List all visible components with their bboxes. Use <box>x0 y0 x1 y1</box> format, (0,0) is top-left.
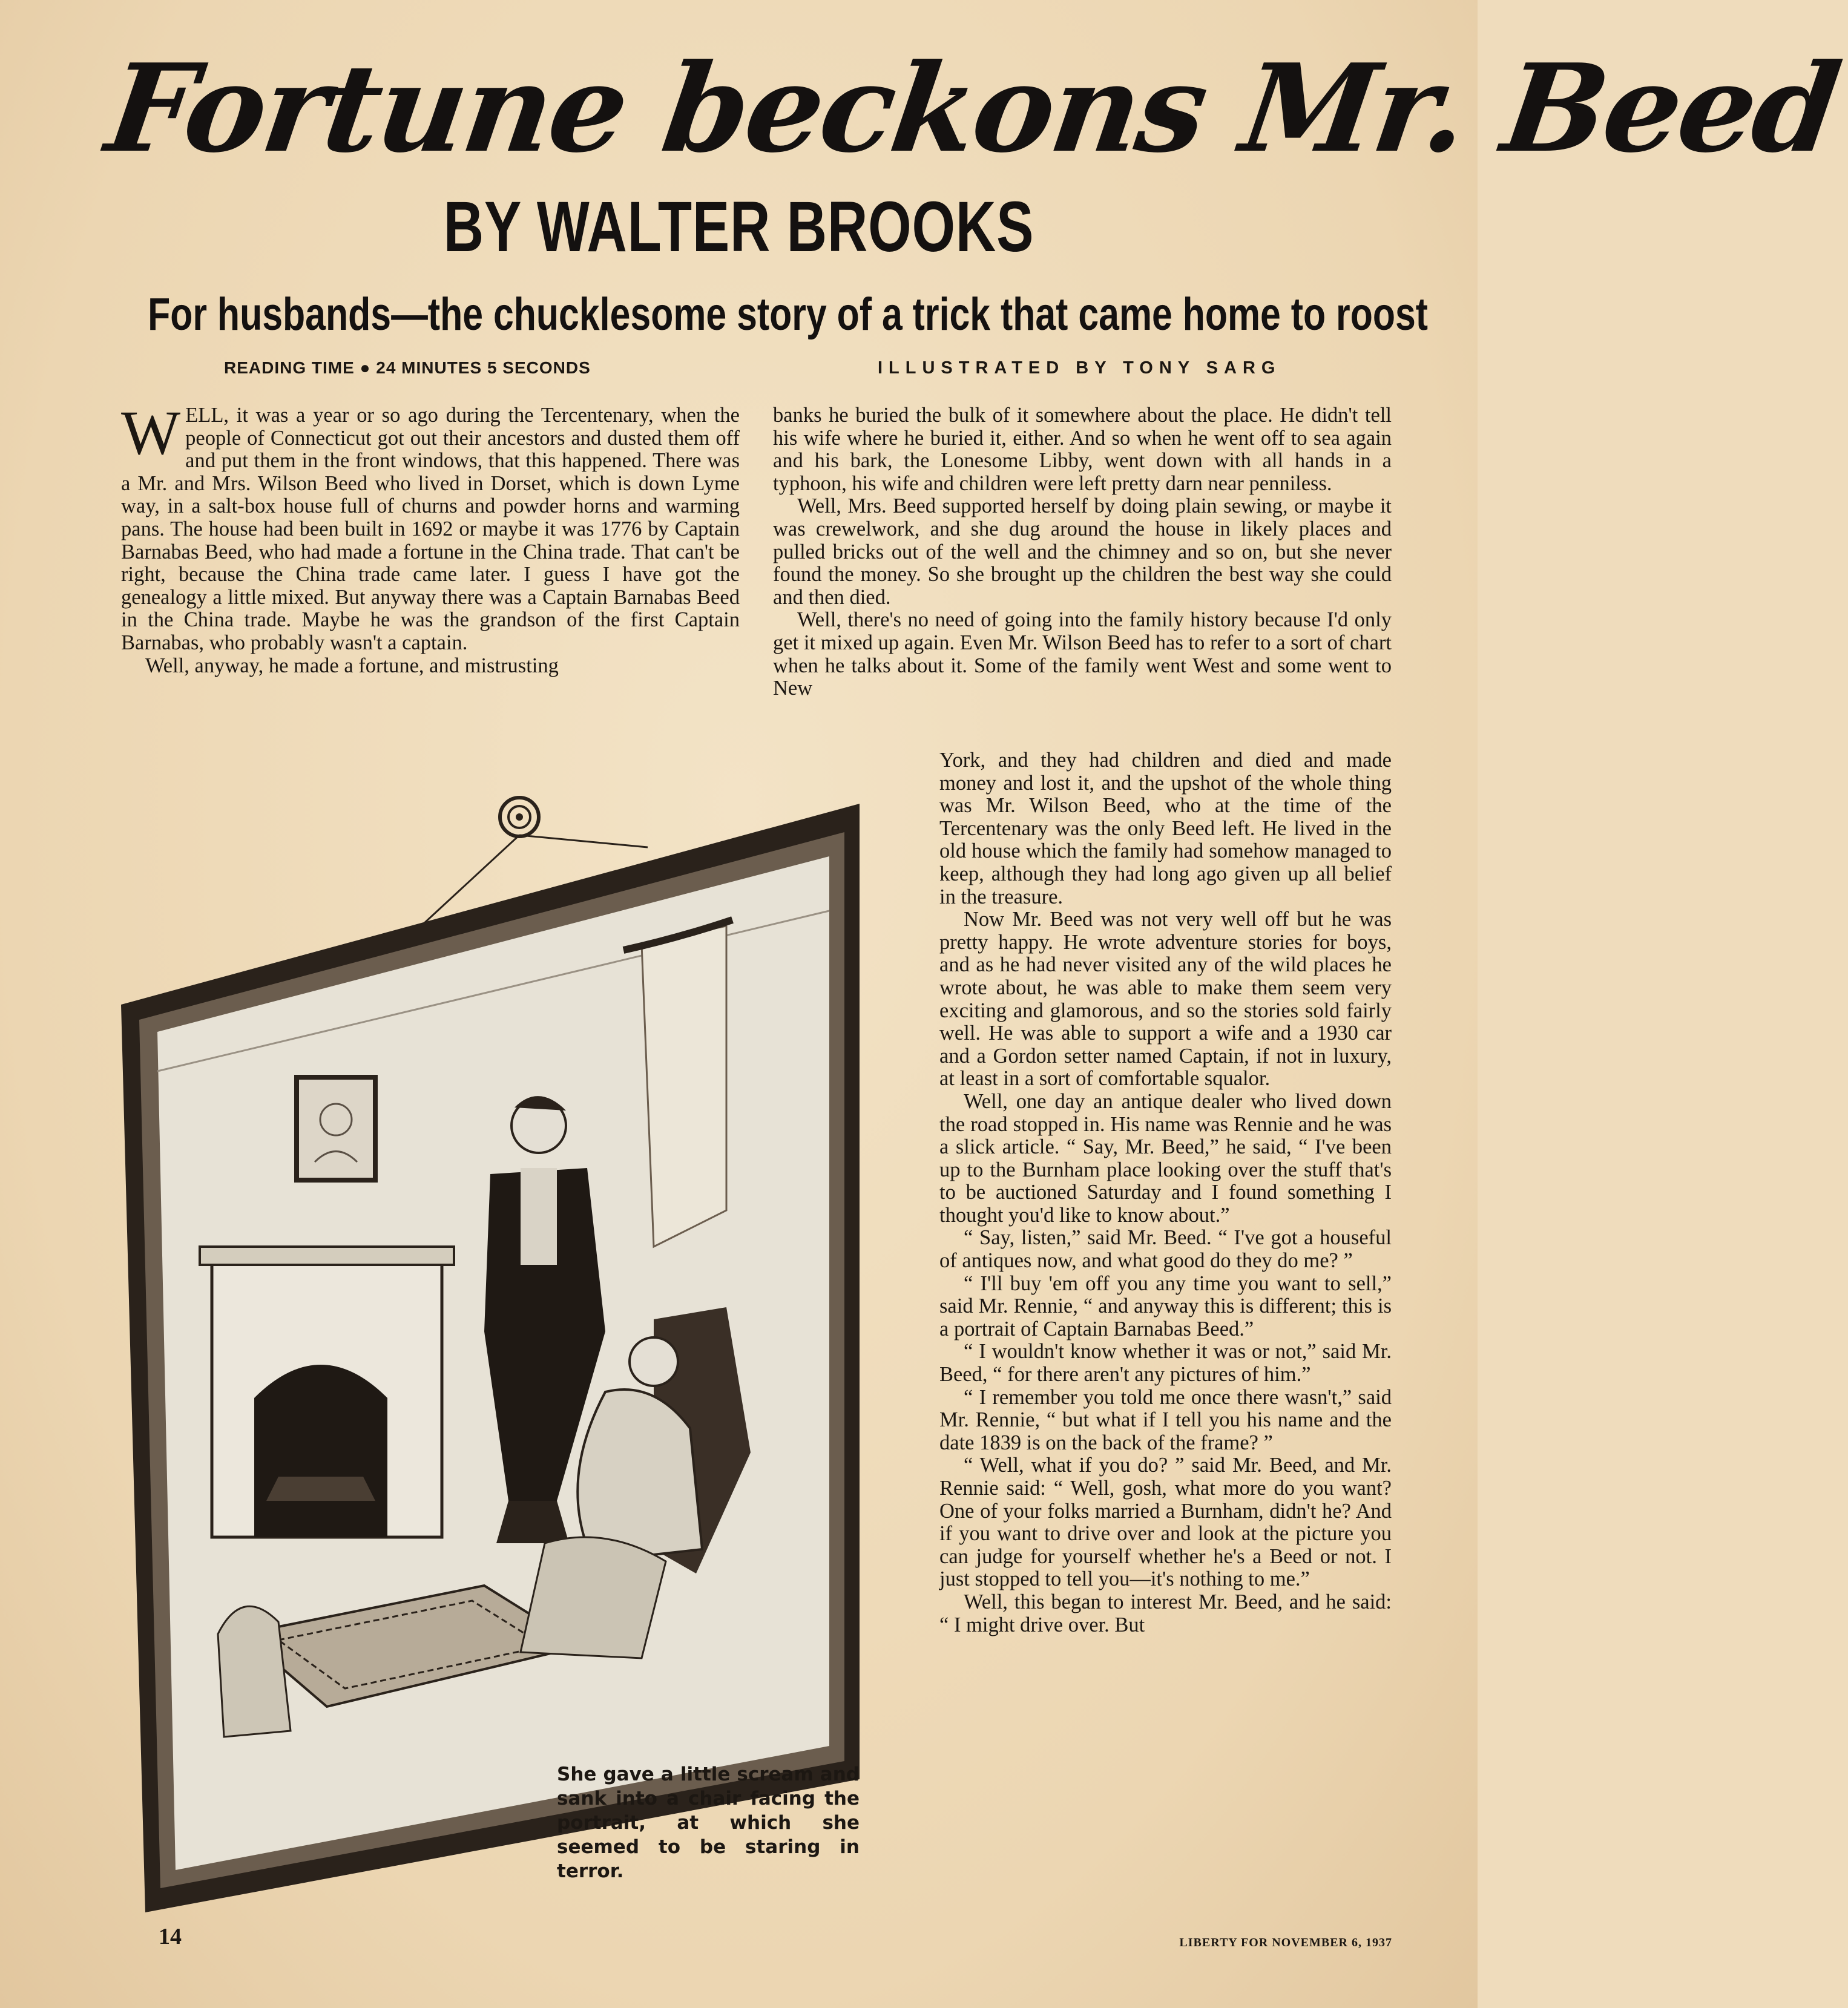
paragraph <box>121 398 740 655</box>
paragraph: “ I wouldn't know whether it was or not,” said Mr. Beed, “ for there aren't any pictures of him.” <box>939 1340 1392 1386</box>
illustrator-credit: ILLUSTRATED BY TONY SARG <box>878 358 1281 378</box>
text-column-middle <box>773 404 1392 749</box>
story-title: Fortune beckons Mr. Beed <box>99 38 1847 180</box>
paragraph: Well, there's no need of going into the family history because I'd only get it mixed up again. Even Mr. Wilson Beed has to refer to a sort of chart when he talks about it. Some of the family went West and some went to New <box>773 608 1392 700</box>
paragraph-text: ELL, it was a year or so ago during the Tercentenary, when the people of Connecticut got out their ancestors and dusted them off and put them in the front windows, that this happened. There was a Mr. and Mrs. Wilson Beed who lived in Dorset, which is down Lyme way, in a salt-box house full of churns and powder horns and warming pans. The house had been built in 1692 or maybe it was 1776 by Captain Barnabas Beed, who had made a fortune in the China trade. That can't be right, because the China trade came later. I guess I have got the genealogy a little mixed. But anyway there was a Captain Barnabas Beed in the China trade. Maybe he was the grandson of the first Captain Barnabas, who probably wasn't a captain. <box>121 404 740 654</box>
paragraph: “ Say, listen,” said Mr. Beed. “ I've got a houseful of antiques now, and what good do they do me? ” <box>939 1226 1392 1273</box>
small-figure <box>218 1606 291 1737</box>
story-subtitle: For husbands—the chucklesome story of a trick that came home to roost <box>148 289 1429 340</box>
paragraph: banks he buried the bulk of it somewhere about the place. He didn't tell his wife where he buried it, either. And so when he went off to sea again and his bark, the Lonesome Libby, went down with all hands in a typhoon, his wife and children were left pretty darn near penniless. <box>773 404 1392 495</box>
paragraph: Well, anyway, he made a fortune, and mistrusting <box>145 654 559 677</box>
window-curtain <box>642 926 726 1247</box>
paragraph: Well, Mrs. Beed supported herself by doing plain sewing, or maybe it was crewelwork, and she dug around the house in likely places and pulled bricks out of the well and the chimney and so on, but she never found the money. So she brought up the children the best way she could and then died. <box>773 494 1392 609</box>
framed-portrait-illustration <box>121 787 908 1912</box>
paragraph: Well, one day an antique dealer who lived down the road stopped in. His name was Rennie and he was a slick article. “ Say, Mr. Beed,” he said, “ I've been up to the Burnham place looking over the stuff that's to be auctioned Saturday and I found something I thought you'd like to know about.” <box>939 1089 1392 1227</box>
paragraph: “ I'll buy 'em off you any time you want to sell,” said Mr. Rennie, “ and anyway this is different; this is a portrait of Captain Barnabas Beed.” <box>939 1271 1392 1340</box>
reading-time: READING TIME ● 24 MINUTES 5 SECONDS <box>224 358 591 377</box>
rosette-icon <box>500 798 539 836</box>
small-wall-portrait <box>297 1077 375 1180</box>
paragraph: Now Mr. Beed was not very well off but he was pretty happy. He wrote adventure stories for boys, and as he had never visited any of the wild places he wrote about, he was able to make them seem very exciting and glamorous, and so the stories sold fairly well. He was able to support a wife and a 1930 car and a Gordon setter named Captain, if not in luxury, at least in a sort of comfortable squalor. <box>939 908 1392 1091</box>
author-byline: BY WALTER BROOKS <box>443 187 1034 267</box>
text-column-left <box>121 398 740 749</box>
paragraph: “ Well, what if you do? ” said Mr. Beed, and Mr. Rennie said: “ Well, gosh, what more do you want? One of your folks married a Burnham, didn't he? And if you want to drive over and look at the picture you can judge for yourself whether he's a Beed or not. I just stopped to tell you—it's nothing to me.” <box>939 1454 1392 1591</box>
drop-cap: W <box>121 398 181 468</box>
paragraph: “ I remember you told me once there wasn't,” said Mr. Rennie, “ but what if I tell you his name and the date 1839 is on the back of the frame? ” <box>939 1385 1392 1454</box>
paragraph: Well, this began to interest Mr. Beed, and he said: “ I might drive over. But <box>939 1590 1392 1636</box>
text-column-right <box>939 749 1392 1923</box>
publication-footer: LIBERTY FOR NOVEMBER 6, 1937 <box>1179 1936 1392 1949</box>
fireplace <box>200 1247 454 1537</box>
paragraph: York, and they had children and died and made money and lost it, and the upshot of the whole thing was Mr. Wilson Beed, who at the time of the Tercentenary was the only Beed left. He lived in the old house which the family had somehow managed to keep, although they had long ago given up all belief in the treasure. <box>939 749 1392 908</box>
illustration-caption: She gave a little scream and sank into a chair facing the portrait, at which she seemed to be staring in terror. <box>557 1764 860 1882</box>
page-number: 14 <box>159 1924 182 1949</box>
hanging-wire <box>519 835 648 847</box>
